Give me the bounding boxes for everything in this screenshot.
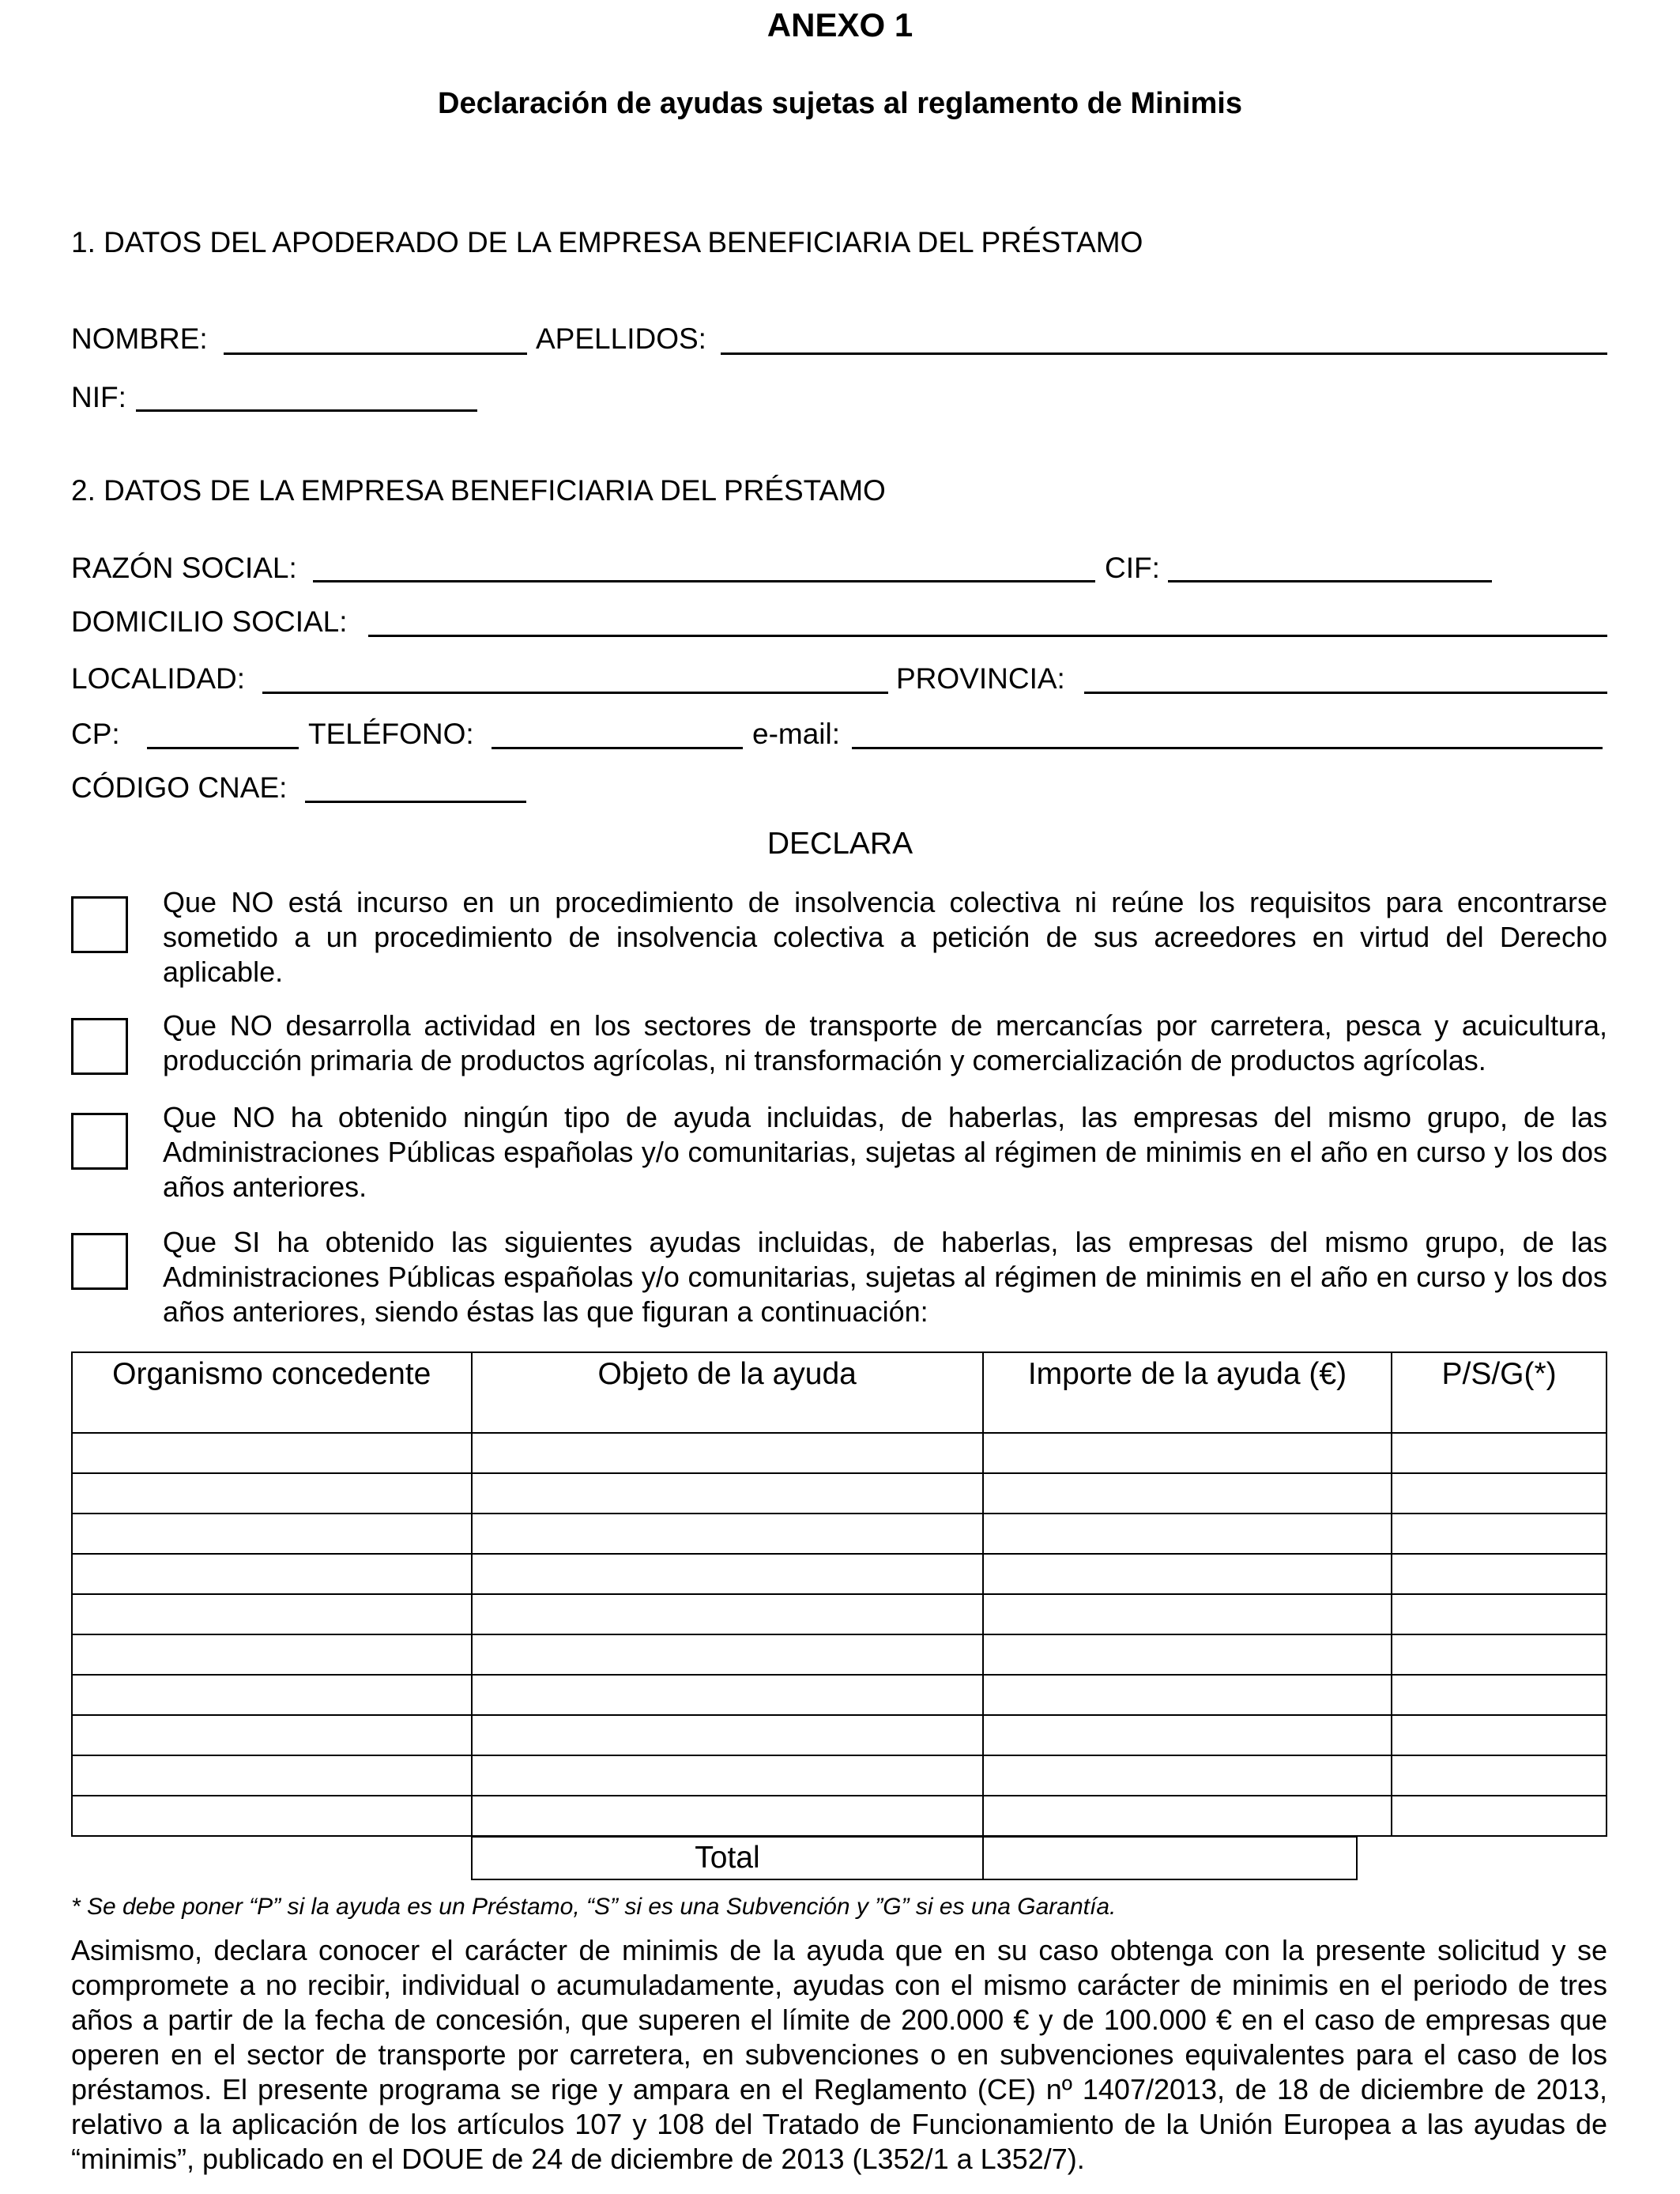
table-cell[interactable] <box>983 1554 1392 1594</box>
table-cell[interactable] <box>1392 1554 1607 1594</box>
declaration-text-3: Que NO ha obtenido ningún tipo de ayuda incluidas, de haberlas, las empresas del mismo grupo, de las Administraciones Públicas españolas y/o comunitarias, sujetas al régimen de minimis en el año en curso y los dos años anteriores. <box>163 1101 1607 1203</box>
cp-field[interactable] <box>147 747 299 749</box>
table-cell[interactable] <box>472 1634 983 1675</box>
nif-label: NIF: <box>71 381 126 413</box>
telefono-field[interactable] <box>492 747 743 749</box>
aid-table-header-row <box>72 1352 1607 1433</box>
table-cell[interactable] <box>1392 1675 1607 1715</box>
table-cell[interactable] <box>72 1634 472 1675</box>
total-table <box>471 1836 1358 1880</box>
table-row <box>72 1473 1607 1514</box>
email-field[interactable] <box>852 747 1603 749</box>
razon-social-field[interactable] <box>313 580 1095 582</box>
table-cell[interactable] <box>1392 1433 1607 1473</box>
table-cell[interactable] <box>72 1796 472 1836</box>
declaration-checkbox-1[interactable] <box>71 896 128 953</box>
total-row <box>472 1837 1357 1879</box>
col-header-importe: Importe de la ayuda (€) <box>983 1352 1392 1433</box>
document-subtitle: Declaración de ayudas sujetas al reglamento de Minimis <box>438 87 1242 120</box>
total-value-cell[interactable] <box>983 1837 1357 1879</box>
table-row <box>72 1755 1607 1796</box>
table-cell[interactable] <box>983 1796 1392 1836</box>
table-cell[interactable] <box>983 1594 1392 1634</box>
table-row <box>72 1634 1607 1675</box>
total-label: Total <box>472 1837 983 1879</box>
nombre-label: NOMBRE: <box>71 322 208 355</box>
cnae-field[interactable] <box>305 801 526 803</box>
nif-field[interactable] <box>136 409 477 412</box>
table-cell[interactable] <box>1392 1473 1607 1514</box>
table-cell[interactable] <box>72 1554 472 1594</box>
declaration-text-2: Que NO desarrolla actividad en los sectores de transporte de mercancías por carretera, pesca y acuicultura, producción primaria de productos agrícolas, ni transformación y comercialización de productos agrícolas. <box>163 1009 1607 1076</box>
table-cell[interactable] <box>72 1433 472 1473</box>
declaration-text-4: Que SI ha obtenido las siguientes ayudas incluidas, de haberlas, las empresas del mismo grupo, de las Administraciones Públicas españolas y/o comunitarias, sujetas al régimen de minimis en el año en curso y los dos años anteriores, siendo éstas las que figuran a continuación: <box>163 1226 1607 1328</box>
table-row <box>72 1715 1607 1755</box>
table-cell[interactable] <box>72 1755 472 1796</box>
table-cell[interactable] <box>472 1514 983 1554</box>
table-cell[interactable] <box>983 1473 1392 1514</box>
cif-field[interactable] <box>1168 580 1492 582</box>
table-cell[interactable] <box>72 1514 472 1554</box>
section1-heading: 1. DATOS DEL APODERADO DE LA EMPRESA BENEFICIARIA DEL PRÉSTAMO <box>71 226 1143 258</box>
table-cell[interactable] <box>983 1634 1392 1675</box>
table-cell[interactable] <box>983 1715 1392 1755</box>
table-cell[interactable] <box>472 1755 983 1796</box>
domicilio-label: DOMICILIO SOCIAL: <box>71 605 348 638</box>
table-cell[interactable] <box>1392 1755 1607 1796</box>
table-cell[interactable] <box>472 1554 983 1594</box>
table-cell[interactable] <box>472 1473 983 1514</box>
table-cell[interactable] <box>983 1433 1392 1473</box>
cnae-label: CÓDIGO CNAE: <box>71 771 288 804</box>
table-cell[interactable] <box>72 1594 472 1634</box>
table-cell[interactable] <box>72 1675 472 1715</box>
table-row <box>72 1514 1607 1554</box>
table-cell[interactable] <box>1392 1796 1607 1836</box>
table-cell[interactable] <box>983 1675 1392 1715</box>
table-cell[interactable] <box>72 1473 472 1514</box>
table-cell[interactable] <box>472 1796 983 1836</box>
apellidos-field[interactable] <box>721 352 1607 355</box>
table-cell[interactable] <box>472 1715 983 1755</box>
localidad-label: LOCALIDAD: <box>71 662 246 695</box>
table-cell[interactable] <box>1392 1715 1607 1755</box>
table-row <box>72 1594 1607 1634</box>
table-cell[interactable] <box>983 1514 1392 1554</box>
localidad-field[interactable] <box>262 692 888 694</box>
table-cell[interactable] <box>472 1594 983 1634</box>
table-row <box>72 1554 1607 1594</box>
table-cell[interactable] <box>72 1715 472 1755</box>
domicilio-field[interactable] <box>368 635 1607 637</box>
table-cell[interactable] <box>1392 1634 1607 1675</box>
table-row <box>72 1433 1607 1473</box>
table-cell[interactable] <box>472 1433 983 1473</box>
declaration-checkbox-2[interactable] <box>71 1018 128 1075</box>
table-cell[interactable] <box>472 1675 983 1715</box>
table-row <box>72 1675 1607 1715</box>
aid-table <box>71 1351 1607 1837</box>
section2-heading: 2. DATOS DE LA EMPRESA BENEFICIARIA DEL PRÉSTAMO <box>71 474 886 507</box>
table-cell[interactable] <box>1392 1514 1607 1554</box>
cif-label: CIF: <box>1105 552 1160 584</box>
col-header-objeto: Objeto de la ayuda <box>472 1352 983 1433</box>
footnote: * Se debe poner “P” si la ayuda es un Préstamo, “S” si es una Subvención y ”G” si es una Garantía. <box>71 1894 1117 1920</box>
closing-paragraph: Asimismo, declara conocer el carácter de minimis de la ayuda que en su caso obtenga con la presente solicitud y se compromete a no recibir, individual o acumuladamente, ayudas con el mismo carácter de minimis en el periodo de tres años a partir de la fecha de concesión, que superen el límite de 200.000 € y de 100.000 € en el caso de empresas que operen en el sector de transporte por carretera, en subvenciones o en subvenciones equivalentes para el caso de los préstamos. El presente programa se rige y ampara en el Reglamento (CE) nº 1407/2013, de 18 de diciembre de 2013, relativo a la aplicación de los artículos 107 y 108 del Tratado de Funcionamiento de la Unión Europea a las ayudas de “minimis”, publicado en el DOUE de 24 de diciembre de 2013 (L352/1 a L352/7). <box>71 1934 1607 2175</box>
cp-label: CP: <box>71 718 120 750</box>
provincia-field[interactable] <box>1084 692 1607 694</box>
provincia-label: PROVINCIA: <box>896 662 1065 695</box>
email-label: e-mail: <box>752 718 841 750</box>
declaration-checkbox-4[interactable] <box>71 1233 128 1290</box>
table-cell[interactable] <box>1392 1594 1607 1634</box>
nombre-field[interactable] <box>224 352 527 355</box>
col-header-psg: P/S/G(*) <box>1392 1352 1607 1433</box>
declaration-text-1: Que NO está incurso en un procedimiento de insolvencia colectiva ni reúne los requisitos para encontrarse sometido a un procedimiento de insolvencia colectiva a petición de sus acreedores en virtud del Derecho aplicable. <box>163 886 1607 988</box>
apellidos-label: APELLIDOS: <box>536 322 706 355</box>
declara-heading: DECLARA <box>767 827 913 861</box>
telefono-label: TELÉFONO: <box>308 718 474 750</box>
table-cell[interactable] <box>983 1755 1392 1796</box>
annex-title: ANEXO 1 <box>767 6 913 43</box>
declaration-checkbox-3[interactable] <box>71 1113 128 1170</box>
razon-social-label: RAZÓN SOCIAL: <box>71 552 297 584</box>
col-header-organismo: Organismo concedente <box>72 1352 472 1433</box>
table-row <box>72 1796 1607 1836</box>
